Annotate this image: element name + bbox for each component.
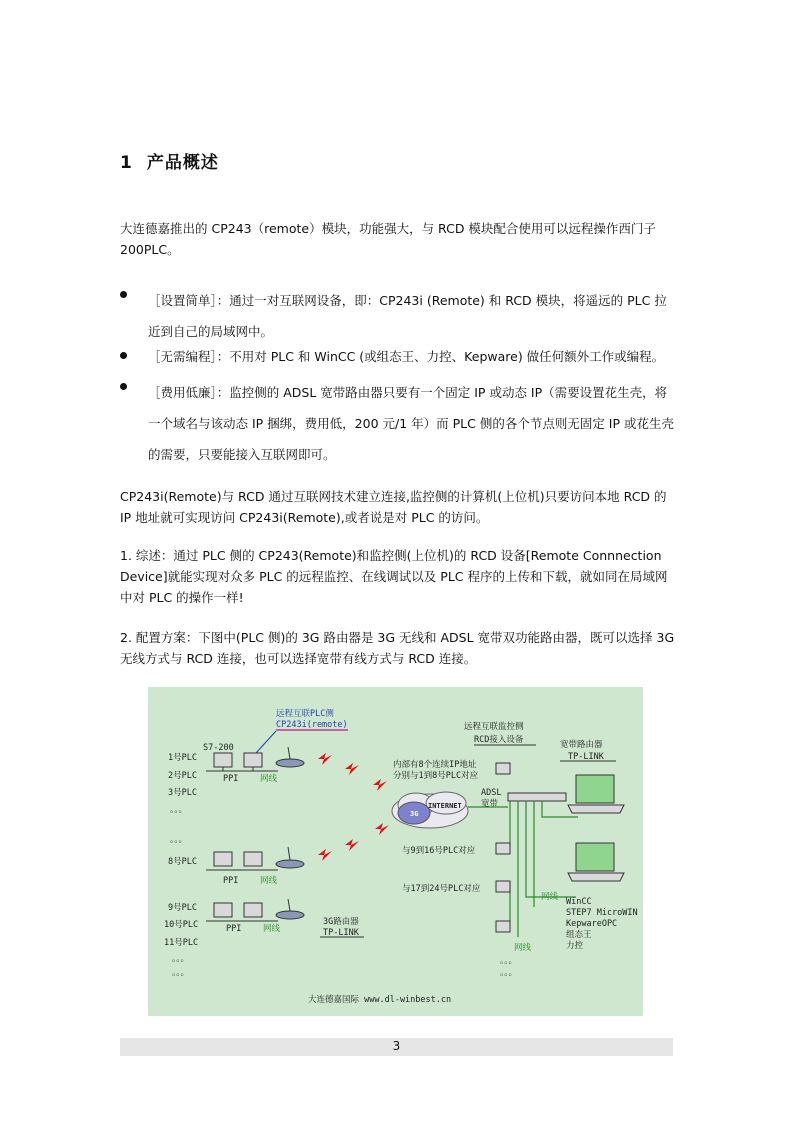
plc-label: 9号PLC (168, 903, 197, 913)
remote-plc-side-label: 远程互联PLC侧 (276, 709, 334, 719)
mapping-label: 与17到24号PLC对应 (402, 884, 481, 894)
3g-label: 3G (410, 810, 419, 818)
inner-addr-label: 内部有8个连续IP地址 (393, 760, 477, 770)
section-heading (120, 148, 219, 173)
internet-cloud-icon (392, 792, 468, 828)
network-diagram-svg (148, 687, 643, 1016)
router-icon (276, 911, 304, 919)
rcd-device-icon (496, 881, 510, 892)
software-label: KepwareOPC (566, 919, 618, 929)
bullet-text: ［费用低廉］：监控侧的 ADSL 宽带路由器只要有一个固定 IP 或动态 IP（需要设置花生壳，将一个域名与该动态 IP 捆绑，费用低，200 元/1 年）而 PLC 侧的各个节点则无固定 IP 或花生壳的需要，只要能接入互联网即可。 (148, 385, 674, 462)
plc-device-group-8 (206, 847, 304, 886)
net-line-label: 网线 (260, 774, 278, 784)
summary-paragraph: 1. 综述：通过 PLC 侧的 CP243(Remote)和监控侧(上位机)的 RCD 设备[Remote Connnection Device]就能实现对众多 PLC 的远程监控、在线调试以及 PLC 程序的上传和下载，就如同在局域网中对 PLC 的操作一样! (120, 548, 668, 605)
rcd-access-label: RCD接入设备 (474, 735, 524, 745)
section-number: 1 (120, 153, 133, 173)
laptop-icon (568, 775, 624, 813)
dots: 。。。 (170, 805, 188, 815)
rcd-device-icon (496, 843, 510, 854)
config-paragraph: 2. 配置方案：下图中(PLC 侧)的 3G 路由器是 3G 无线和 ADSL 宽带双功能路由器，既可以选择 3G 无线方式与 RCD 连接，也可以选择宽带有线方式与 RCD 连接。 (120, 630, 675, 666)
router-icon (276, 860, 304, 868)
cp243i-label: CP243i(remote) (276, 720, 348, 730)
section-title: 产品概述 (146, 153, 219, 173)
bullet-icon (120, 291, 127, 298)
ppi-label: PPI (223, 876, 239, 886)
figure-credit: 大连德嘉国际 www.dl-winbest.cn (308, 995, 452, 1005)
adsl-label: ADSL (481, 788, 502, 798)
network-diagram (148, 687, 643, 1016)
bullet-item (120, 346, 676, 370)
bullet-text: ［无需编程］：不用对 PLC 和 WinCC (或组态王、力控、Kepware) 做任何额外工作或编程。 (148, 349, 665, 364)
mapping-label: 与9到16号PLC对应 (402, 846, 476, 856)
laptop-icon (568, 843, 624, 881)
plc-label: 3号PLC (168, 788, 197, 798)
bullet-item (120, 285, 676, 345)
remote-monitor-side-label: 远程互联监控侧 (464, 722, 524, 732)
dots: 。。。 (172, 954, 190, 964)
wireless-signal-icons (318, 753, 389, 861)
plc-device-group-9 (206, 899, 364, 938)
software-label: 力控 (566, 941, 584, 951)
bullet-icon (120, 352, 127, 359)
rcd-device-icon (496, 921, 510, 932)
dots: 。。。 (500, 956, 518, 966)
page-footer (120, 1038, 673, 1056)
rcd-device-icon (496, 763, 510, 774)
switch-icon (508, 793, 566, 801)
network-wiring (468, 801, 578, 937)
ppi-label: PPI (223, 774, 239, 784)
dots: 。。。 (172, 968, 190, 978)
router-3g-label: 3G路由器 (323, 917, 359, 927)
net-line-label: 网线 (514, 943, 532, 953)
pointer-line (256, 731, 276, 753)
bullet-text: ［设置简单］：通过一对互联网设备，即：CP243i (Remote) 和 RCD 模块，将遥远的 PLC 拉近到自己的局域网中。 (148, 293, 667, 339)
inner-addr-label: 分别与1到8号PLC对应 (393, 771, 479, 781)
broadband-label: 宽带 (481, 799, 499, 809)
bullet-icon (120, 383, 127, 390)
software-label: 组态王 (566, 930, 592, 940)
page-number: 3 (392, 1039, 401, 1053)
s7-200-label: S7-200 (203, 743, 234, 753)
plc-device-group-1 (206, 747, 304, 784)
plc-label: 8号PLC (168, 857, 197, 867)
intro-paragraph: 大连德嘉推出的 CP243（remote）模块，功能强大，与 RCD 模块配合使用可以远程操作西门子 200PLC。 (120, 221, 656, 257)
cp243-paragraph: CP243i(Remote)与 RCD 通过互联网技术建立连接,监控侧的计算机(上位机)只要访问本地 RCD 的 IP 地址就可实现访问 CP243i(Remote),或者说是对 PLC 的访问。 (120, 489, 667, 525)
broadband-router-label: 宽带路由器 (560, 740, 603, 750)
router-icon (276, 759, 304, 767)
ppi-label: PPI (226, 924, 242, 934)
bullet-item (120, 377, 676, 467)
plc-label: 1号PLC (168, 753, 197, 763)
tplink-label: TP-LINK (323, 928, 359, 938)
internet-label: INTERNET (428, 802, 462, 810)
software-label: WinCC (566, 897, 592, 907)
net-line-label: 网线 (541, 892, 559, 902)
plc-label: 11号PLC (164, 938, 199, 948)
net-line-label: 网线 (263, 924, 281, 934)
net-line-label: 网线 (260, 876, 278, 886)
dots: 。。。 (170, 835, 188, 845)
plc-label: 2号PLC (168, 771, 197, 781)
software-label: STEP7 MicroWIN (566, 908, 638, 918)
tplink-label: TP-LINK (568, 752, 604, 762)
dots: 。。。 (500, 968, 518, 978)
plc-label: 10号PLC (164, 920, 199, 930)
